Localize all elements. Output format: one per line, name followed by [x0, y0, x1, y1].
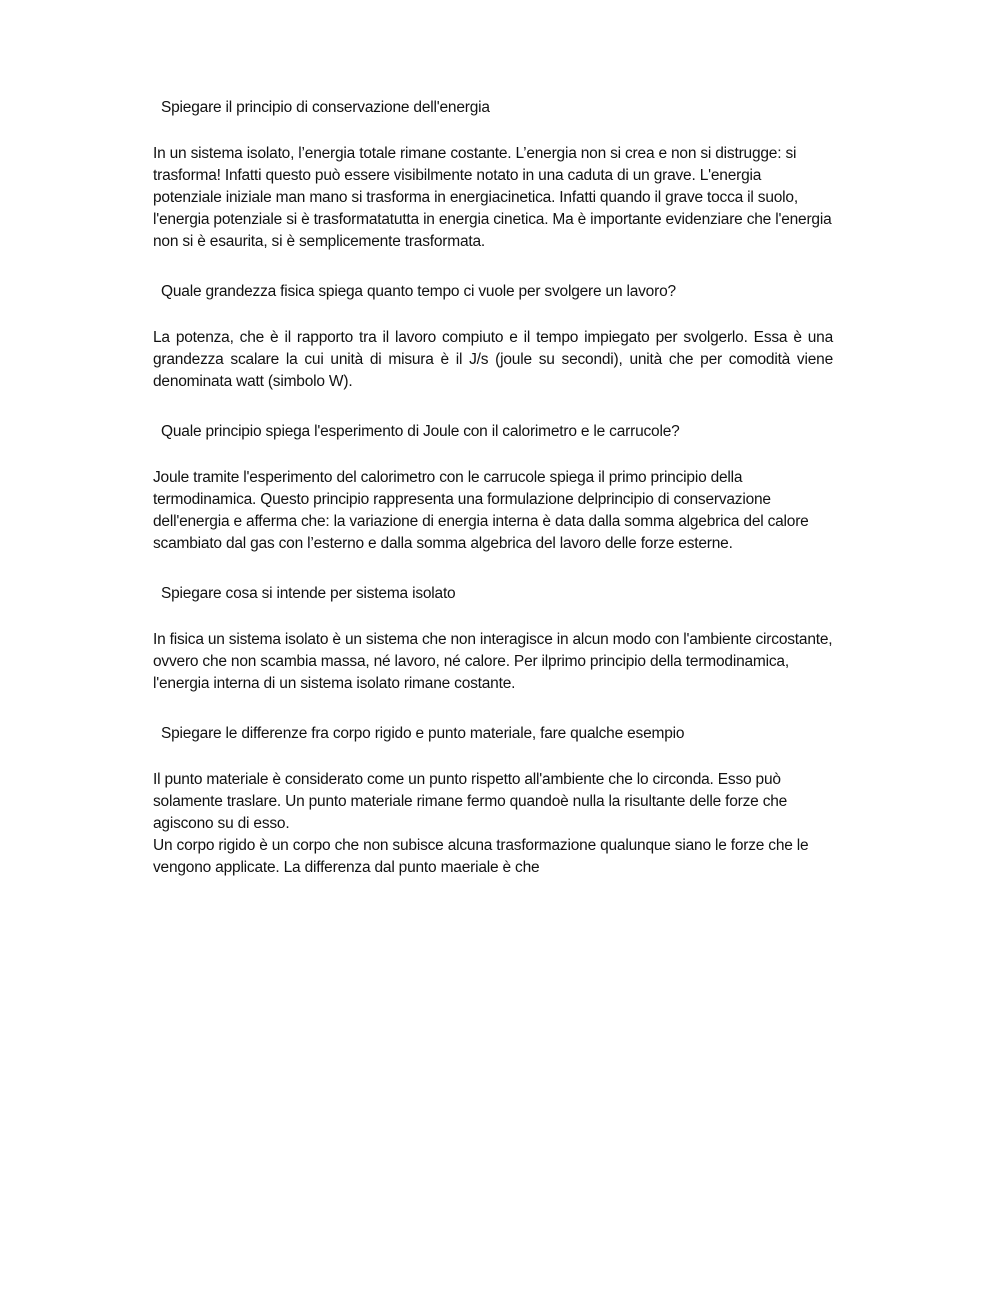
question-heading: Spiegare cosa si intende per sistema isolato [161, 585, 456, 602]
answer-text: In un sistema isolato, l’energia totale rimane costante. L’energia non si crea e non si distrugge: si trasforma! Infatti questo può essere visibilmente notato in una caduta di un grave. L'energia potenziale iniziale man mano si trasforma in energiacinetica. Infatti quando il grave tocca il suolo, l'energia potenziale si è trasformatatutta in energia cinetica. Ma è importante evidenziare che l'energia non si è esaurita, si è semplicemente trasformata. [153, 145, 832, 250]
answer-paragraph [153, 629, 833, 695]
qa-section-energy-conservation [153, 97, 833, 253]
question-heading: Spiegare le differenze fra corpo rigido e punto materiale, fare qualche esempio [161, 725, 685, 742]
document-content [153, 97, 833, 879]
question-heading: Quale principio spiega l'esperimento di Joule con il calorimetro e le carrucole? [161, 423, 680, 440]
answer-text: La potenza, che è il rapporto tra il lavoro compiuto e il tempo impiegato per svolgerlo. Essa è una grandezza scalare la cui unità di misura è il J/s (joule su secondi), unità che per comodità viene denominata watt (simbolo W). [153, 329, 833, 390]
answer-text: Il punto materiale è considerato come un punto rispetto all'ambiente che lo circonda. Esso può solamente traslare. Un punto materiale rimane fermo quandoè nulla la risultante delle forze che agiscono su di esso. [153, 771, 788, 832]
answer-text: In fisica un sistema isolato è un sistema che non interagisce in alcun modo con l'ambiente circostante, ovvero che non scambia massa, né lavoro, né calore. Per ilprimo principio della termodinamica, l'energia interna di un sistema isolato rimane costante. [153, 631, 833, 692]
question-heading: Quale grandezza fisica spiega quanto tempo ci vuole per svolgere un lavoro? [161, 283, 676, 300]
qa-section-isolated-system [153, 583, 833, 695]
answer-text: Joule tramite l'esperimento del calorimetro con le carrucole spiega il primo principio della termodinamica. Questo principio rappresenta una formulazione delprincipio di conservazione dell'energia e afferma che: la variazione di energia interna è data dalla somma algebrica del calore scambiato dal gas con l’esterno e dalla somma algebrica del lavoro delle forze esterne. [153, 469, 809, 552]
qa-section-power [153, 281, 833, 393]
question-heading: Spiegare il principio di conservazione dell'energia [161, 99, 490, 116]
qa-section-rigid-body [153, 723, 833, 879]
answer-text: Un corpo rigido è un corpo che non subisce alcuna trasformazione qualunque siano le forze che le vengono applicate. La differenza dal punto maeriale è che [153, 837, 809, 876]
answer-paragraph [153, 327, 833, 393]
qa-section-joule-experiment [153, 421, 833, 555]
answer-paragraph [153, 143, 833, 253]
answer-paragraph [153, 467, 833, 555]
answer-paragraph [153, 769, 833, 879]
